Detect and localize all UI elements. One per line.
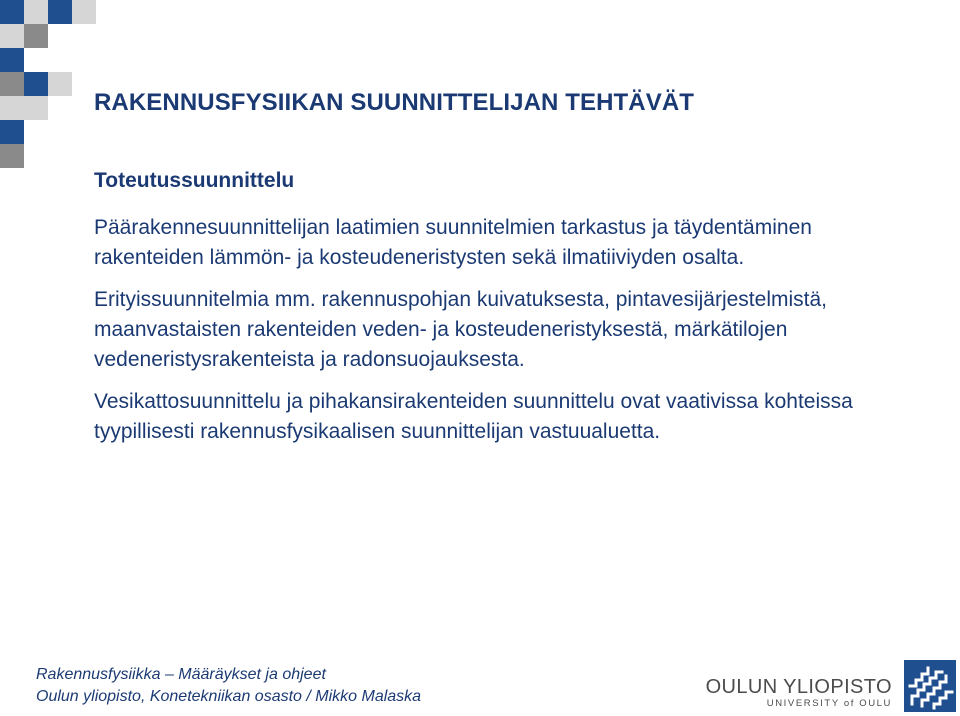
decor-square <box>0 96 24 120</box>
decor-square <box>0 144 24 168</box>
decor-square <box>24 72 48 96</box>
paragraph: Päärakennesuunnittelijan laatimien suunnitelmien tarkastus ja täydentäminen rakenteiden lämmön- ja kosteudeneristysten sekä ilmatiiviyden osalta. <box>94 216 812 269</box>
university-brand <box>700 676 892 710</box>
decor-square <box>72 0 96 24</box>
decor-square <box>24 96 48 120</box>
decor-square <box>0 24 24 48</box>
decor-square <box>48 0 72 24</box>
decor-square <box>0 48 24 72</box>
paragraph: Erityissuunnitelmia mm. rakennuspohjan kuivatuksesta, pintavesijärjestelmistä, maanvastaisten rakenteiden veden- ja kosteudeneristyksestä, märkätilojen vedeneristysrakenteista ja radonsuojauksesta. <box>94 288 827 371</box>
footer-course-line: Rakennusfysiikka – Määräykset ja ohjeet <box>36 666 326 683</box>
footer-text <box>36 664 421 708</box>
section-heading: Toteutussuunnittelu <box>94 169 295 192</box>
decor-square <box>24 0 48 24</box>
decor-square <box>0 72 24 96</box>
university-of-oulu-logo-icon <box>904 660 956 712</box>
decor-square <box>48 72 72 96</box>
slide-content <box>94 167 914 459</box>
decor-square <box>0 120 24 144</box>
slide-title: RAKENNUSFYSIIKAN SUUNNITTELIJAN TEHTÄVÄT <box>94 89 695 116</box>
paragraph: Vesikattosuunnittelu ja pihakansirakenteiden suunnittelu ovat vaativissa kohteissa tyypillisesti rakennusfysikaalisen suunnittelijan vastuualuetta. <box>94 390 853 443</box>
brand-name: OULUN YLIOPISTO <box>705 676 892 698</box>
footer-author-line: Oulun yliopisto, Konetekniikan osasto / Mikko Malaska <box>36 688 422 705</box>
decor-square <box>24 24 48 48</box>
decor-square <box>0 0 24 24</box>
brand-subtitle: UNIVERSITY of OULU <box>766 698 892 709</box>
